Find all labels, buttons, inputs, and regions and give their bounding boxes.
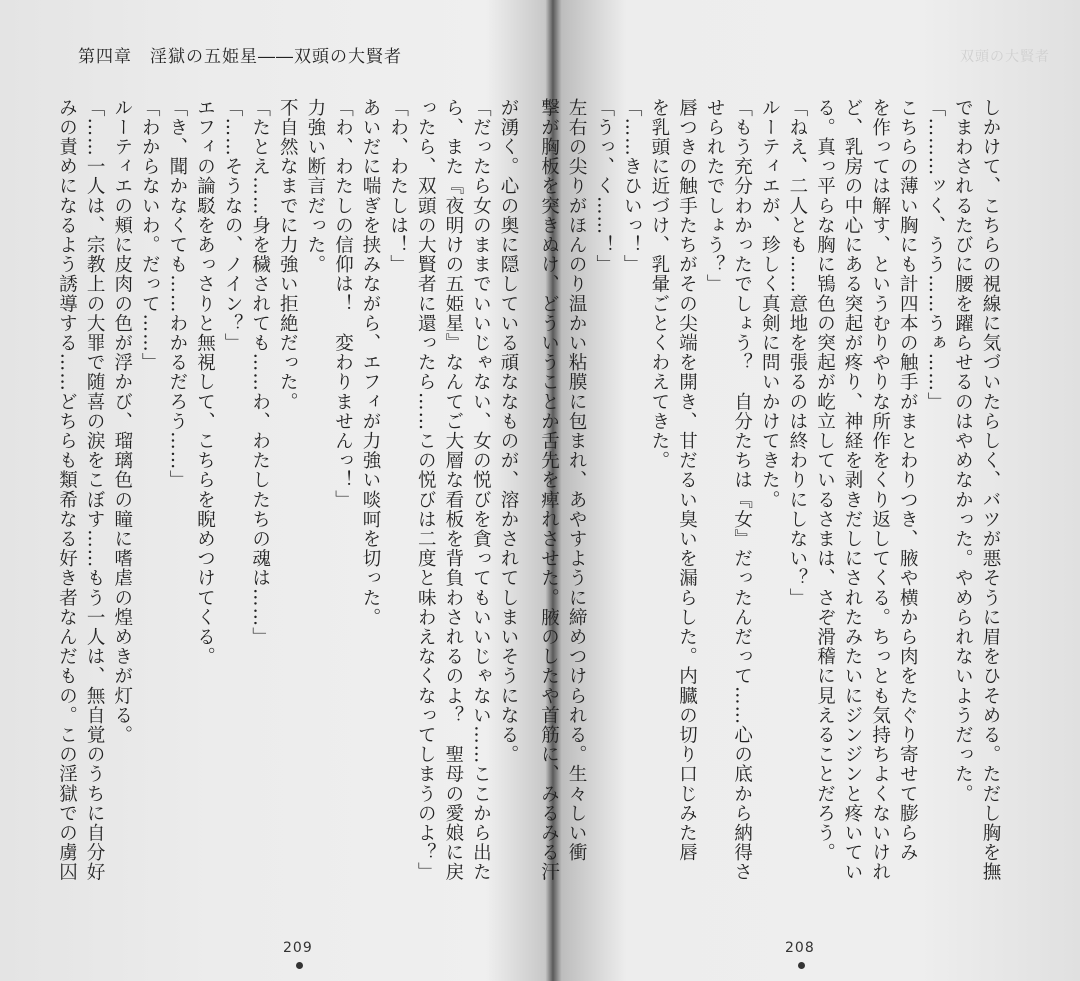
text-line: 「わ、わたしは！」 bbox=[387, 98, 409, 275]
text-line: せられたでしょう？」 bbox=[704, 98, 726, 294]
right-page bbox=[538, 0, 1080, 981]
page-number-dot bbox=[296, 962, 303, 969]
left-page-text bbox=[56, 98, 522, 882]
text-line: 「……きひいっ！」 bbox=[621, 98, 643, 275]
text-line: 「……そうなの、ノイン？」 bbox=[222, 98, 244, 353]
text-line: こちらの薄い胸にも計四本の触手がまとわりつき、腋や横から肉をたぐり寄せて膨らみ bbox=[897, 98, 919, 863]
text-line: 力強い断言だった。 bbox=[304, 98, 326, 275]
text-line: を作っては解す、というむりやりな所作をくり返してくる。ちっとも気持ちよくないけれ bbox=[869, 98, 891, 882]
text-line: ど、乳房の中心にある突起が疼り、神経を剥きだしにされたみたいにジンジンと疼いてい bbox=[842, 98, 864, 882]
text-line: 「うっ、く……！」 bbox=[593, 98, 615, 275]
text-line: あいだに喘ぎを挟みながら、エフィが力強い啖呵を切った。 bbox=[360, 98, 382, 628]
text-line: しかけて、こちらの視線に気づいたらしく、バツが悪そうに眉をひそめる。ただし胸を撫 bbox=[980, 98, 1001, 882]
page-number: 209 bbox=[283, 940, 313, 956]
page-number: 208 bbox=[785, 940, 815, 956]
text-line: 「たとえ……身を穢されても……わ、わたしたちの魂は……」 bbox=[249, 98, 271, 647]
text-line: ら、また『夜明けの五姫星』なんてご大層な看板を背負わされるのよ？ 聖母の愛娘に戻 bbox=[442, 98, 464, 882]
text-line: 「もう充分わかったでしょう？ 自分たちは『女』だったんだって……心の底から納得さ bbox=[731, 98, 753, 882]
page-number-dot bbox=[798, 962, 805, 969]
text-line: みの責めになるよう誘導する……どちらも類希なる好き者なんだもの。この淫獄での虜囚 bbox=[56, 98, 78, 882]
text-line: が湧く。心の奥に隠している頑ななものが、溶かされてしまいそうになる。 bbox=[498, 98, 519, 765]
text-line: ルーティエが、珍しく真剣に問いかけてきた。 bbox=[759, 98, 781, 510]
text-line: ルーティエの頬に皮肉の色が浮かび、瑠璃色の瞳に嗜虐の煌めきが灯る。 bbox=[111, 98, 133, 745]
text-line: 「………ッく、うう……うぁ……」 bbox=[924, 98, 946, 412]
text-line: 左右の尖りがほんのり温かい粘膜に包まれ、あやすように締めつけられる。生々しい衝 bbox=[566, 98, 588, 863]
text-line: 不自然なまでに力強い拒絶だった。 bbox=[277, 98, 299, 412]
running-head: 第四章 淫獄の五姫星――双頭の大賢者 bbox=[78, 47, 402, 67]
text-line: 撃が胸板を突きぬけ、どういうことか舌先を痺れさせた。腋のしたや首筋に、みるみる汗 bbox=[538, 98, 560, 882]
text-line: エフィの論駁をあっさりと無視して、こちらを睨めつけてくる。 bbox=[194, 98, 216, 667]
text-line: 「き、聞かなくても……わかるだろう……」 bbox=[166, 98, 188, 490]
text-line: る。真っ平らな胸に鴇色の突起が屹立しているさまは、さぞ滑稽に見えることだろう。 bbox=[814, 98, 836, 863]
text-line: 「わ、わたしの信仰は！ 変わりませんっ！」 bbox=[332, 98, 354, 510]
text-line: を乳頭に近づけ、乳暈ごとくわえてきた。 bbox=[648, 98, 670, 471]
text-line: 「だったら女のままでいいじゃない、女の悦びを貪ってもいいじゃない……ここから出た bbox=[470, 98, 492, 882]
right-page-text bbox=[538, 98, 1004, 882]
text-line: 「ねえ、二人とも……意地を張るのは終わりにしない？」 bbox=[786, 98, 808, 608]
show-through-running-head: 双頭の大賢者 bbox=[960, 49, 1050, 65]
text-line: ったら、双頭の大賢者に還ったら……この悦びは二度と味わえなくなってしまうのよ？」 bbox=[415, 98, 437, 882]
text-line: 「……一人は、宗教上の大罪で随喜の涙をこぼす……もう一人は、無自覚のうちに自分好 bbox=[84, 98, 106, 882]
text-line: 唇つきの触手たちがその尖端を開き、甘だるい臭いを漏らした。内臓の切り口じみた唇 bbox=[676, 98, 698, 863]
text-line: でまわされるたびに腰を躍らせるのはやめなかった。やめられないようだった。 bbox=[952, 98, 974, 804]
text-line: 「わからないわ。だって……」 bbox=[139, 98, 161, 373]
